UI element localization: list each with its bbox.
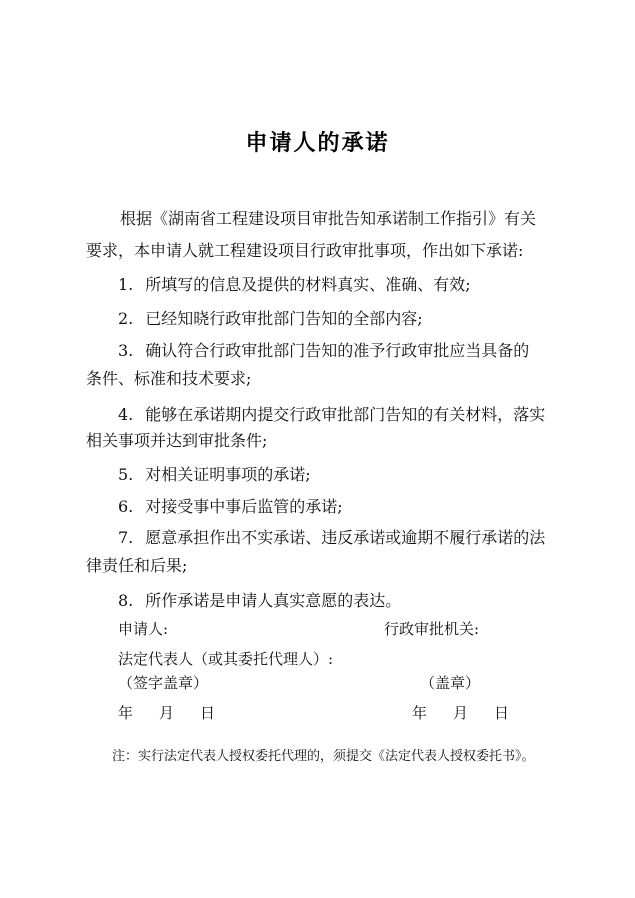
- footnote: 注：实行法定代表人授权委托代理的，须提交《法定代表人授权委托书》。: [112, 749, 535, 764]
- legal-representative-label: 法定代表人（或其委托代理人）:: [118, 650, 334, 668]
- day-label: 日: [200, 704, 216, 722]
- promise-item-6: [118, 494, 343, 517]
- item-number: 4.: [118, 405, 134, 424]
- promise-item-7-cont: 律责任和后果;: [86, 556, 188, 575]
- item-text: 已经知晓行政审批部门告知的全部内容;: [145, 309, 423, 328]
- authority-label: 行政审批机关:: [384, 620, 480, 638]
- item-number: 1.: [118, 275, 134, 294]
- item-text: 对接受事中事后监管的承诺;: [145, 497, 343, 516]
- year-label: 年: [118, 704, 134, 722]
- seal-label: （盖章）: [420, 674, 481, 692]
- intro-line-1: 根据《湖南省工程建设项目审批告知承诺制工作指引》有关: [120, 209, 537, 228]
- item-number: 2.: [118, 309, 134, 328]
- applicant-label: 申请人:: [118, 620, 169, 638]
- promise-item-1: [118, 272, 471, 295]
- month-label: 月: [453, 704, 469, 722]
- promise-item-7: [118, 525, 545, 548]
- item-text: 愿意承担作出不实承诺、违反承诺或逾期不履行承诺的法: [145, 528, 546, 547]
- month-label: 月: [159, 704, 175, 722]
- promise-item-4-cont: 相关事项并达到审批条件;: [86, 431, 268, 450]
- year-label: 年: [412, 704, 428, 722]
- promise-item-8: [118, 588, 401, 611]
- item-number: 5.: [118, 465, 134, 484]
- item-text: 所填写的信息及提供的材料真实、准确、有效;: [145, 275, 471, 294]
- promise-item-3: [118, 338, 529, 361]
- item-number: 3.: [118, 341, 134, 360]
- authority-date: [412, 702, 509, 723]
- day-label: 日: [494, 704, 510, 722]
- promise-item-5: [118, 462, 311, 485]
- applicant-date: [118, 702, 215, 723]
- promise-item-3-cont: 条件、标准和技术要求;: [86, 369, 252, 388]
- promise-item-4: [118, 402, 545, 425]
- sign-seal-label: （签字盖章）: [118, 674, 209, 692]
- promise-item-2: [118, 306, 423, 329]
- item-number: 6.: [118, 497, 134, 516]
- intro-line-2: 要求，本申请人就工程建设项目行政审批事项，作出如下承诺:: [86, 241, 524, 260]
- item-text: 能够在承诺期内提交行政审批部门告知的有关材料，落实: [145, 405, 546, 424]
- item-text: 对相关证明事项的承诺;: [145, 465, 311, 484]
- item-text: 确认符合行政审批部门告知的准予行政审批应当具备的: [145, 341, 530, 360]
- item-number: 7.: [118, 528, 134, 547]
- item-text: 所作承诺是申请人真实意愿的表达。: [145, 591, 402, 610]
- page-title: 申请人的承诺: [245, 131, 390, 156]
- item-number: 8.: [118, 591, 134, 610]
